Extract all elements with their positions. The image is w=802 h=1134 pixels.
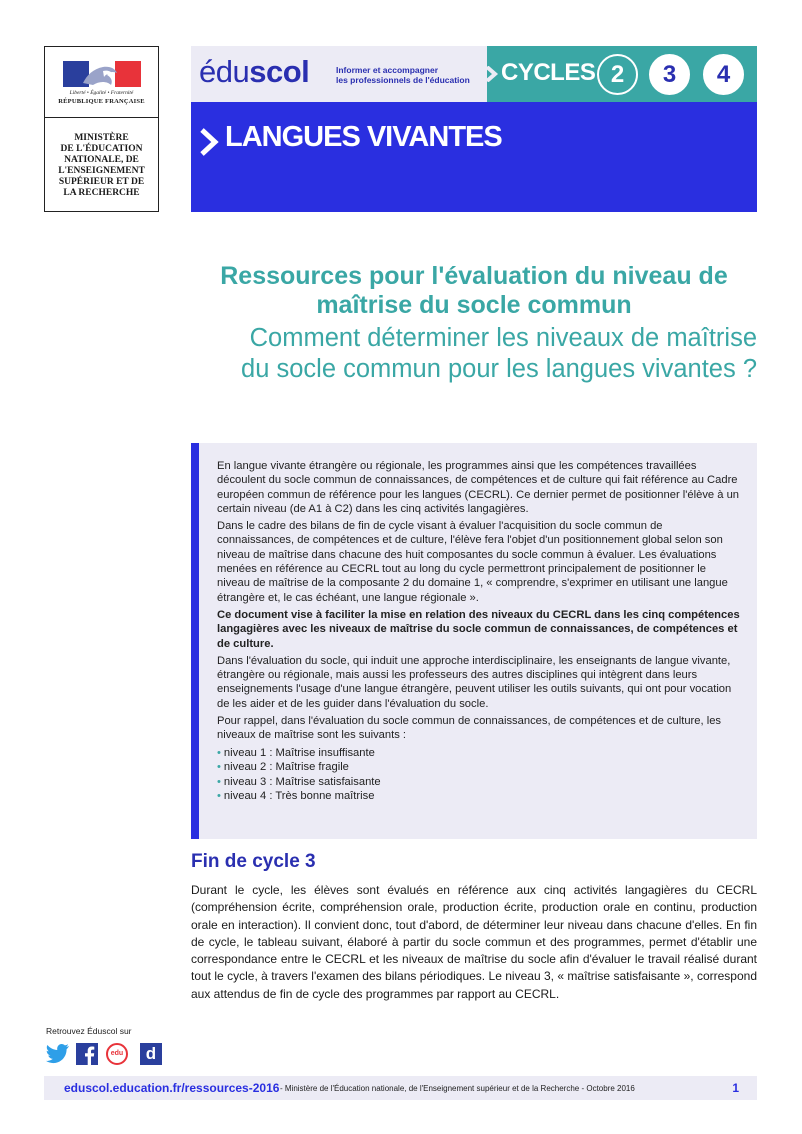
list-item: • niveau 3 : Maîtrise satisfaisante	[217, 775, 381, 788]
footer-link[interactable]: eduscol.education.fr/ressources-2016	[64, 1081, 280, 1095]
cycle-2-badge: 2	[597, 54, 638, 95]
mastery-levels-list	[217, 746, 741, 804]
intro-paragraph: Dans le cadre des bilans de fin de cycle visant à évaluer l'acquisition du socle commun de connaissances, de compétences et de culture, l'élève fera l'objet d'un positionnement global selon son niveau de maîtrise dans chacune des huit composantes du socle commun à évaluer. Les évaluations menées en référence au CECRL tout au long du cycle permettront principalement de positionner le niveau de maîtrise de la composante 2 du domaine 1, « comprendre, s'exprimer en utilisant une langue étrangère et, le cas échéant, une langue régionale ».	[217, 520, 728, 604]
bullet-icon: •	[217, 761, 221, 774]
chevron-right-icon	[485, 66, 499, 82]
republic-label: RÉPUBLIQUE FRANÇAISE	[58, 98, 145, 105]
bullet-icon: •	[217, 775, 221, 788]
cycles-band	[487, 46, 757, 102]
document-subtitle: Comment déterminer les niveaux de maîtrise du socle commun pour les langues vivantes ?	[241, 324, 757, 383]
footer-text: - Ministère de l'Éducation nationale, de l'Enseignement supérieur et de la Recherche - Octobre 2016	[280, 1084, 635, 1093]
educ-icon[interactable]: edu	[106, 1043, 128, 1065]
ministry-name: MINISTÈRE DE L'ÉDUCATION NATIONALE, DE L'ENSEIGNEMENT SUPÉRIEUR ET DE LA RECHERCHE	[58, 133, 145, 198]
subject-title: LANGUES VIVANTES	[225, 121, 502, 153]
facebook-icon[interactable]	[76, 1043, 98, 1065]
intro-box	[191, 443, 757, 839]
subject-banner	[191, 102, 757, 212]
list-item: • niveau 4 : Très bonne maîtrise	[217, 790, 375, 803]
section-body: Durant le cycle, les élèves sont évalués en référence aux cinq activités langagières du CECRL (compréhension écrite, compréhension orale, production écrite, production orale en continu, production orale en interaction). Il convient donc, tout d'abord, de déterminer leur niveau dans chacune d'elles. En fin de cycle, le tableau suivant, élaboré à partir du socle commun et des programmes, permet d'établir une correspondance entre le CECRL et les niveaux de maîtrise du socle afin d'évaluer le travail réalisé durant tout le cycle, à travers l'examen des bilans périodiques. Le niveau 3, « maîtrise satisfaisante », correspond aux attendus de fin de cycle des programmes par rapport au CECRL.	[191, 883, 757, 1001]
eduscol-logo	[199, 54, 309, 90]
bullet-icon: •	[217, 746, 221, 759]
twitter-icon[interactable]	[46, 1043, 70, 1065]
dailymotion-icon[interactable]: d	[140, 1043, 162, 1065]
eduscol-brand-band	[191, 46, 487, 102]
footer	[44, 1076, 757, 1100]
ministry-logo-block	[44, 46, 159, 212]
eduscol-logo-light: édu	[199, 54, 250, 89]
list-item: • niveau 2 : Maîtrise fragile	[217, 761, 349, 774]
eduscol-logo-bold: scol	[249, 54, 310, 89]
section-title: Fin de cycle 3	[191, 851, 316, 872]
intro-paragraph: En langue vivante étrangère ou régionale, les programmes ainsi que les compétences travaillées découlent du socle commun de connaissances, de compétences et de culture qui fait référence au Cadre européen commun de référence pour les langues (CECRL). Ce dernier permet de positionner l'élève à un certain niveau (de A1 à C2) dans les cinq activités langagières.	[217, 460, 740, 515]
ministry-divider	[45, 117, 158, 118]
chevron-right-icon	[199, 128, 219, 156]
bullet-icon: •	[217, 790, 221, 803]
cycle-4-badge: 4	[703, 54, 744, 95]
page-number: 1	[732, 1081, 739, 1095]
intro-paragraph: Pour rappel, dans l'évaluation du socle commun de connaissances, de compétences et de culture, les niveaux de maîtrise sont les suivants :	[217, 715, 722, 742]
social-label: Retrouvez Éduscol sur	[46, 1026, 132, 1036]
eduscol-tagline: Informer et accompagner les professionnels de l'éducation	[336, 65, 470, 85]
list-item: • niveau 1 : Maîtrise insuffisante	[217, 746, 375, 759]
intro-highlight-paragraph: Ce document vise à faciliter la mise en relation des niveaux du CECRL dans les cinq compétences langagières avec les niveaux de maîtrise du socle commun de connaissances, de compétences et de culture.	[217, 608, 740, 650]
marianne-logo-icon	[63, 61, 141, 87]
cycle-3-badge: 3	[649, 54, 690, 95]
intro-paragraph: Dans l'évaluation du socle, qui induit une approche interdisciplinaire, les enseignants de langue vivante, étrangère ou régionale, mais aussi les professeurs des autres disciplines qui intègrent dans leurs enseignements l'usage d'une langue étrangère, peuvent utiliser les outils suivants, qui ont pour vocation de les aider et de les guider dans l'évaluation du socle.	[217, 654, 732, 710]
ministry-motto: Liberté • Égalité • Fraternité	[69, 90, 134, 96]
cycles-label: CYCLES	[501, 59, 596, 86]
document-title: Ressources pour l'évaluation du niveau de maîtrise du socle commun	[220, 262, 728, 319]
